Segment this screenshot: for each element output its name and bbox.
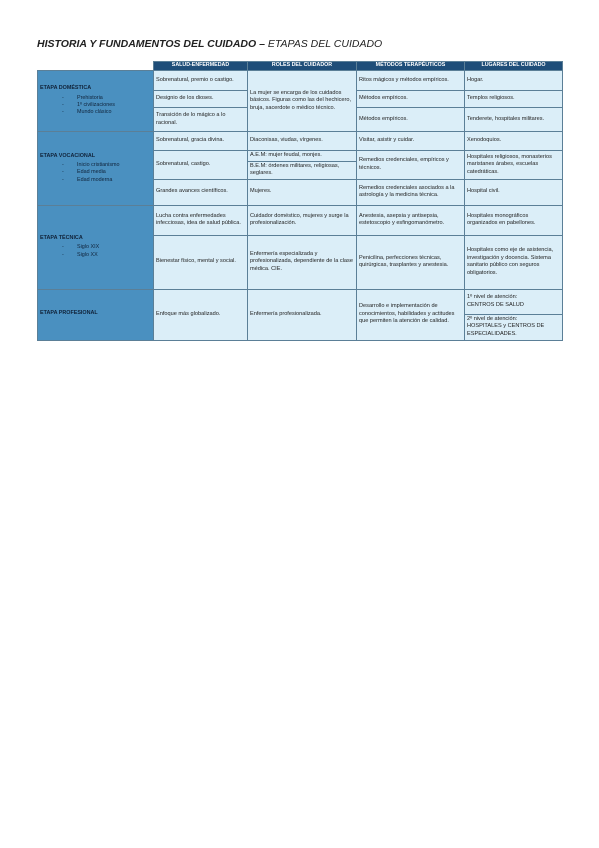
stage-title: ETAPA DOMÉSTICA (40, 85, 92, 92)
period-item: - Mundo clásico (62, 109, 151, 116)
column-header: ROLES DEL CUIDADOR (248, 62, 357, 71)
lugares-cell: Tenderete, hospitales militares. (465, 108, 563, 132)
lugares-line: CENTROS DE SALUD (467, 301, 524, 308)
lugares-cell: Hospitales monográficos organizados en pabellones. (465, 205, 563, 235)
lugares-cell: Hogar. (465, 71, 563, 91)
period-item: - Siglo XIX (62, 244, 151, 251)
lugares-cell (465, 314, 563, 340)
metodos-cell: Remedios credenciales asociados a la astrología y la medicina técnica. (357, 179, 465, 205)
stage-title: ETAPA VOCACIONAL (40, 152, 96, 159)
metodos-cell: Penicilina, perfecciones técnicas, quirúrgicas, trasplantes y anestesia. (357, 235, 465, 289)
stage-tecnica (38, 205, 154, 289)
stage-periods (40, 95, 151, 117)
salud-cell: Enfoque más globalizado. (154, 289, 248, 340)
lugares-line: 1º nivel de atención: (467, 294, 518, 301)
roles-cell: A.E.M: mujer feudal, monjes. (248, 151, 357, 162)
stage-vocacional (38, 132, 154, 206)
lugares-cell: Hospitales como eje de asistencia, investigación y docencia. Sistema sanitario público con seguros obligatorios. (465, 235, 563, 289)
stages-table (37, 61, 563, 341)
stage-title: ETAPA TÉCNICA (40, 235, 83, 242)
metodos-cell: Remedios credenciales, empíricos y técnicos. (357, 151, 465, 180)
roles-cell: Cuidador doméstico, mujeres y surge la profesionalización. (248, 205, 357, 235)
stage-profesional (38, 289, 154, 340)
roles-cell: B.E.M: órdenes militares, religiosas, seglares. (248, 161, 357, 179)
table-row (38, 71, 563, 91)
period-item: - Edad media (62, 169, 151, 176)
salud-cell: Sobrenatural, premio o castigo. (154, 71, 248, 91)
roles-cell: Diaconisas, viudas, vírgenes. (248, 132, 357, 151)
table-row (38, 289, 563, 314)
title-dash: – (256, 38, 268, 50)
period-item: - Prehistoria (62, 95, 151, 102)
lugares-cell: Templos religiosos. (465, 91, 563, 108)
column-header: MÉTODOS TERAPÉUTICOS (357, 62, 465, 71)
period-item: - 1º civilizaciones (62, 102, 151, 109)
metodos-cell: Ritos mágicos y métodos empíricos. (357, 71, 465, 91)
table-row (38, 205, 563, 235)
lugares-line: HOSPITALES y CENTROS DE ESPECIALIDADES. (467, 323, 545, 337)
lugares-cell: Hospital civil. (465, 179, 563, 205)
salud-cell: Sobrenatural, castigo. (154, 151, 248, 180)
column-header: SALUD-ENFERMEDAD (154, 62, 248, 71)
metodos-cell: Métodos empíricos. (357, 91, 465, 108)
lugares-cell (465, 289, 563, 314)
period-item: - Siglo XX (62, 252, 151, 259)
header-corner (38, 62, 154, 71)
roles-cell: Mujeres. (248, 179, 357, 205)
stage-periods (40, 162, 151, 184)
salud-cell: Transición de lo mágico a lo racional. (154, 108, 248, 132)
page-title (37, 38, 382, 50)
metodos-cell: Anestesia, asepsia y antisepsia, estetoscopio y esfingomanómetro. (357, 205, 465, 235)
roles-cell: Enfermería especializada y profesionalizada, dependiente de la clase médica. CIE. (248, 235, 357, 289)
title-sub: ETAPAS DEL CUIDADO (267, 38, 383, 50)
period-item: - Inicio cristianismo (62, 162, 151, 169)
table-row (38, 132, 563, 151)
lugares-line: 2º nivel de atención: (467, 315, 518, 322)
salud-cell: Sobrenatural, gracia divina. (154, 132, 248, 151)
column-header: LUGARES DEL CUIDADO (465, 62, 563, 71)
title-main: HISTORIA Y FUNDAMENTOS DEL CUIDADO (37, 38, 257, 50)
metodos-cell: Desarrollo e implementación de conocimientos, habilidades y actitudes que permiten la atención de calidad. (357, 289, 465, 340)
roles-cell: La mujer se encarga de los cuidados básicos. Figuras como las del hechicero, bruja, sacerdote o médico técnico. (248, 71, 357, 132)
metodos-cell: Métodos empíricos. (357, 108, 465, 132)
stage-title: ETAPA PROFESIONAL (40, 309, 98, 316)
metodos-cell: Visitar, asistir y cuidar. (357, 132, 465, 151)
salud-cell: Lucha contra enfermedades infecciosas, idea de salud pública. (154, 205, 248, 235)
table-header-row (38, 62, 563, 71)
period-item: - Edad moderna (62, 177, 151, 184)
stage-periods (40, 244, 151, 259)
salud-cell: Bienestar físico, mental y social. (154, 235, 248, 289)
roles-cell: Enfermería profesionalizada. (248, 289, 357, 340)
salud-cell: Designio de los dioses. (154, 91, 248, 108)
lugares-cell: Xenodoquios. (465, 132, 563, 151)
salud-cell: Grandes avances científicos. (154, 179, 248, 205)
stage-domestica (38, 71, 154, 132)
lugares-cell: Hospitales religiosos, monasterios maristanes árabes, escuelas catedráticas. (465, 151, 563, 180)
